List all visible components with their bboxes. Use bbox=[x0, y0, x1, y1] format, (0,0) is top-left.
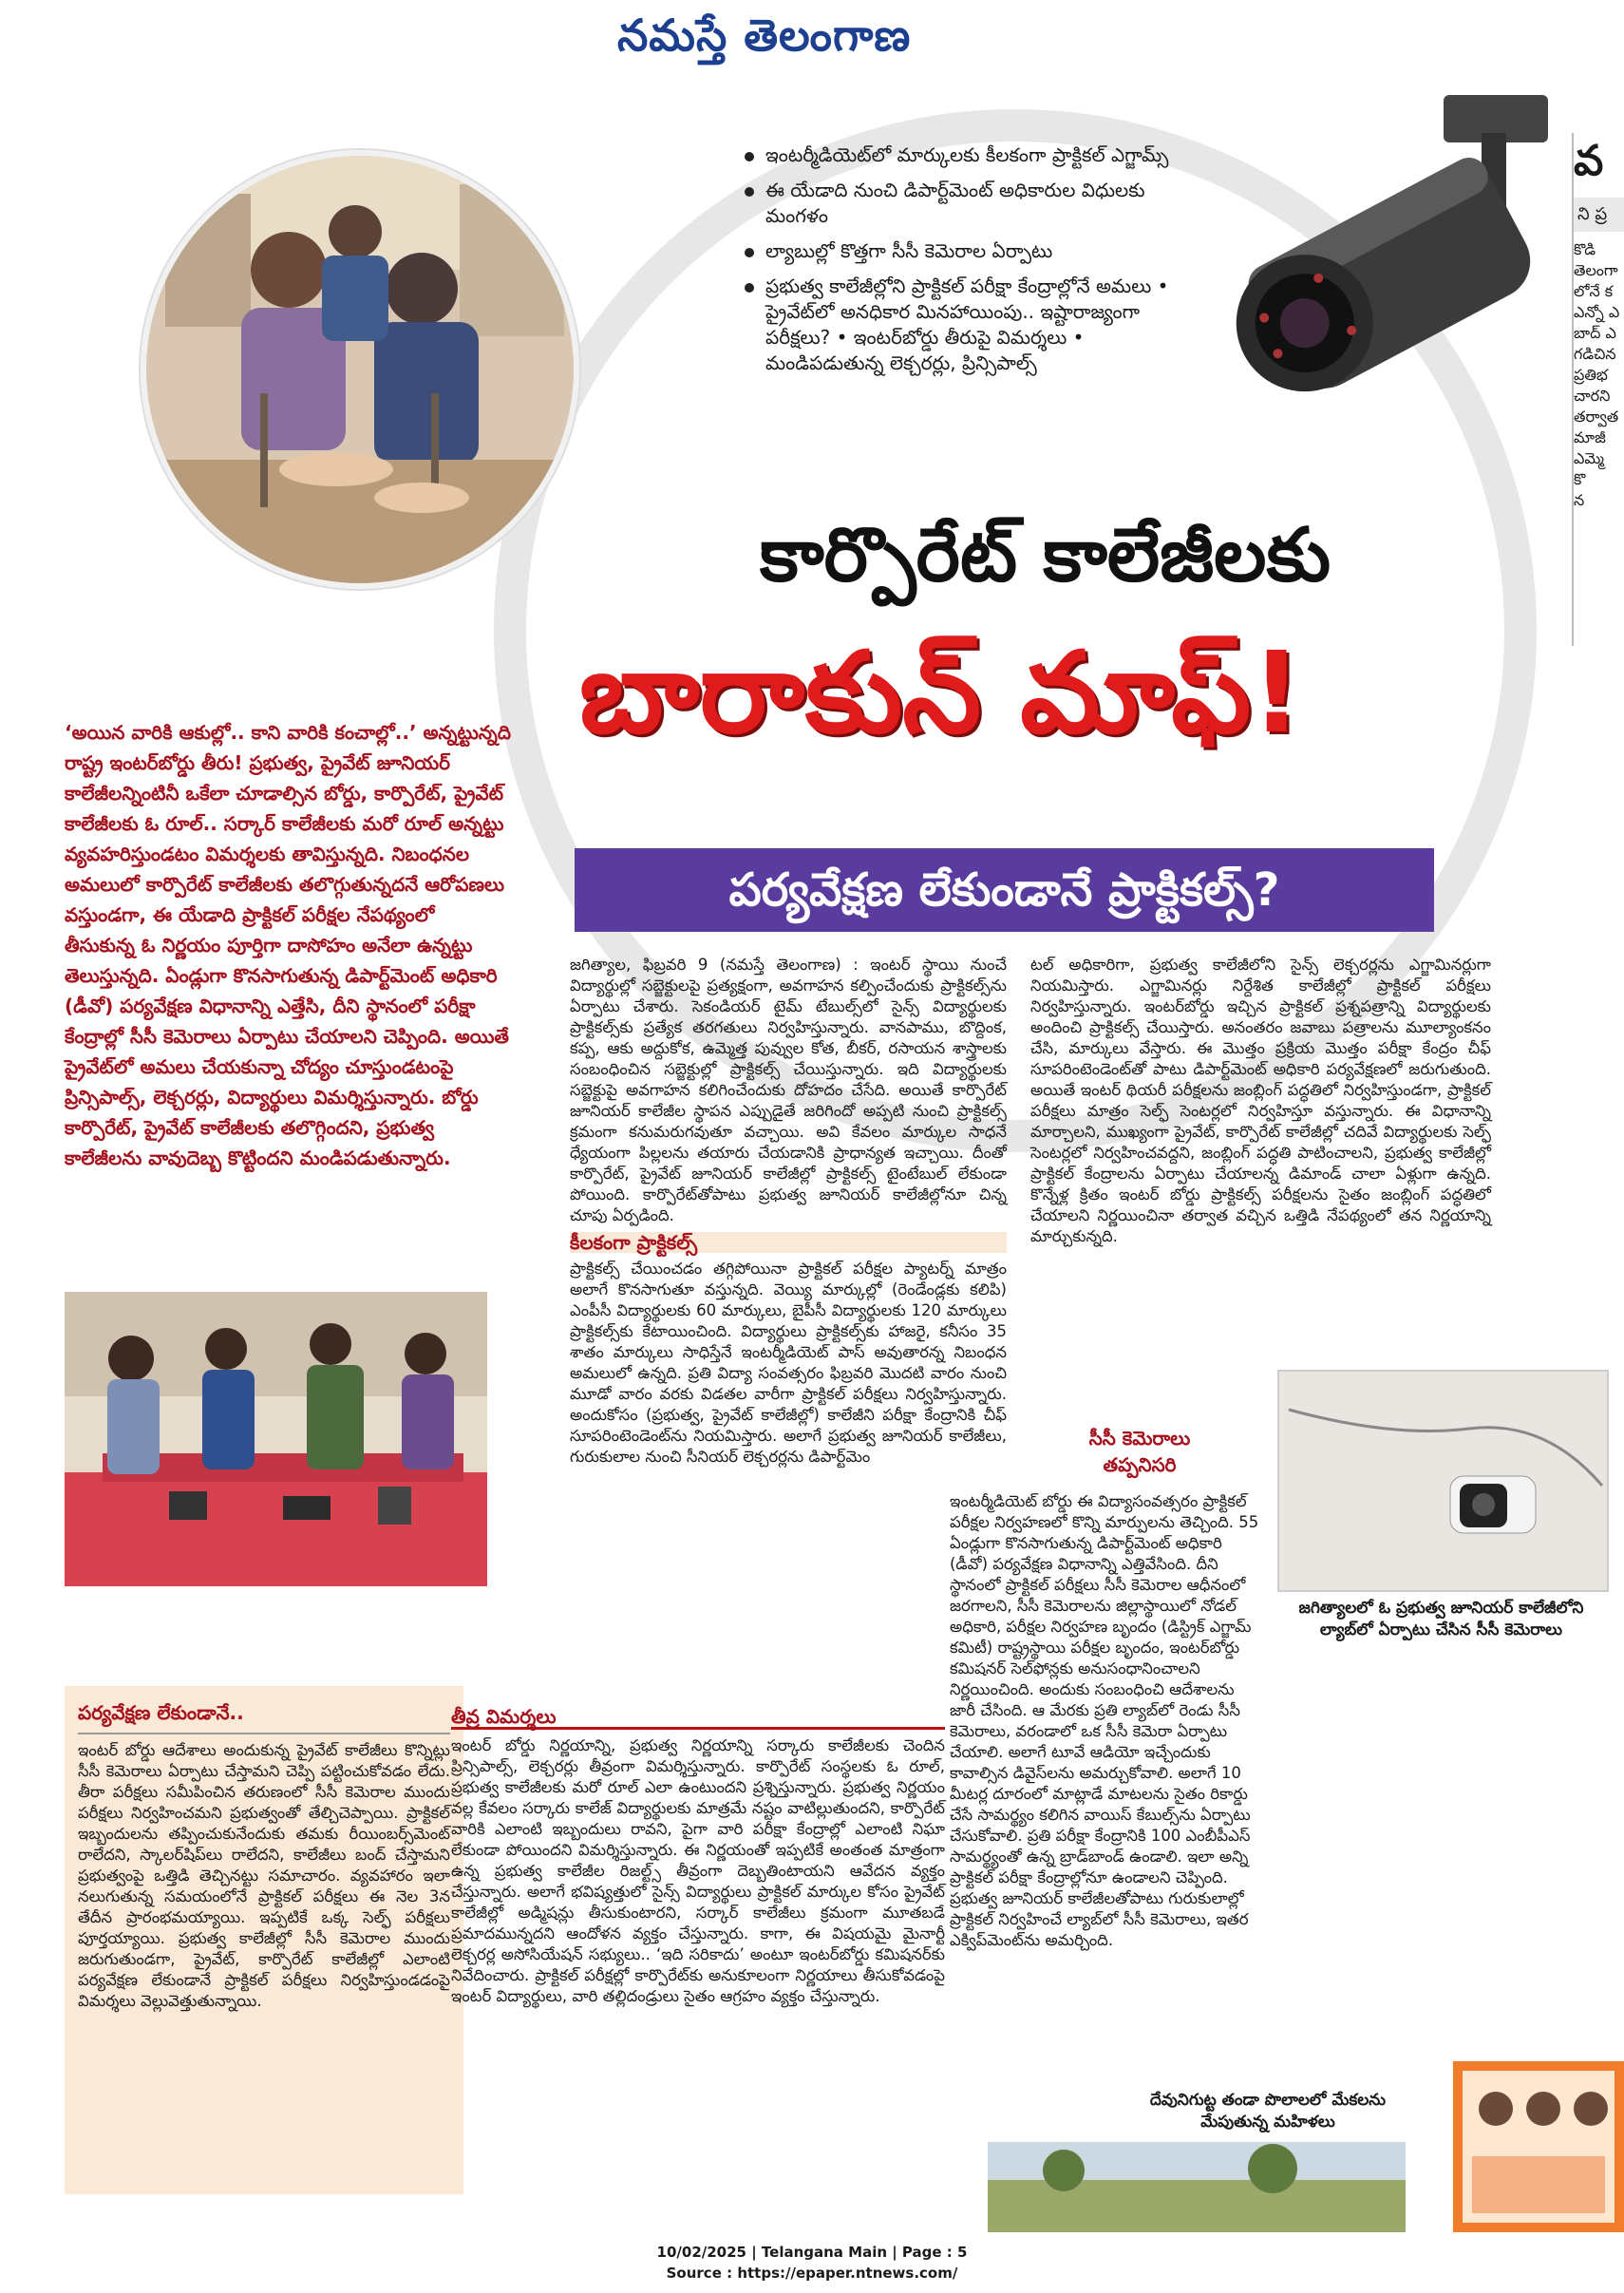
headline-banner: పర్యవేక్షణ లేకుండానే ప్రాక్టికల్స్? bbox=[575, 848, 1434, 932]
masthead: నమస్తే తెలంగాణ bbox=[617, 9, 912, 61]
section-box-paryavekshana bbox=[65, 1686, 463, 2194]
highlight-item: ప్రభుత్వ కాలేజీల్లోని ప్రాక్టికల్ పరీక్షా కేంద్రాల్లోనే అమలు • ప్రైవేట్‌లో అనధికార మినహాయింపు.. ఇష్టారాజ్యంగా పరీక్షలు? • ఇంటర్‌బోర్డు తీరుపై విమర్శలు • మండిపడుతున్న లెక్చరర్లు, ప్రిన్సిపాల్స్ bbox=[741, 274, 1187, 376]
fragment-line: తర్వాత bbox=[1574, 407, 1619, 426]
advertisement-illustration bbox=[1453, 2061, 1624, 2232]
students-lab-illustration bbox=[146, 156, 574, 583]
cctv-camera-icon bbox=[1206, 95, 1567, 427]
caption-lab-camera: జగిత్యాలలో ఓ ప్రభుత్వ జూనియర్ కాలేజీలోని ల్యాబ్‌లో ఏర్పాటు చేసిన సీసీ కెమెరాలు bbox=[1298, 1599, 1584, 1639]
article-column-1 bbox=[570, 955, 1007, 1468]
section-body-paryavekshana: ఇంటర్ బోర్డు ఆదేశాలు అందుకున్న ప్రైవేట్ కాలేజీలు కొన్నిట్లు సీసీ కెమెరాలు ఏర్పాటు చేస్తామని చెప్పి పట్టించుకోవడం లేదు. తీరా పరీక్షలు సమీపించిన తరుణంలో సీసీ కెమెరాల ముందు పరీక్షలు నిర్వహించమని ప్రభుత్వంతో తేల్చిచెప్పాయి. ప్రాక్టికల్ ఇబ్బందులను తప్పించుకునేందుకు తమకు రీయింబర్స్‌మెంట్ రాలేదని, స్కాలర్‌షిప్‌లు రాలేదని, కాలేజీలు బంద్ చేస్తామని ప్రభుత్వంపై ఒత్తిడి తెచ్చినట్టు సమాచారం. వ్యవహారం ఇలా నలుగుతున్న సమయంలోనే ప్రాక్టికల్ పరీక్షలు ఈ నెల 3న తేదీన ప్రారంభమయ్యాయి. ఇప్పటికే ఒక్క సెల్ఫ్ పరీక్షలు పూర్తయ్యాయి. ప్రభుత్వ కాలేజీల్లో సీసీ కెమెరాల ముందు జరుగుతుండగా, ప్రైవేట్, కార్పొరేట్ కాలేజీల్లో ఎలాంటి పర్యవేక్షణ లేకుండానే ప్రాక్టికల్ పరీక్షలు నిర్వహిస్తుండడంపై విమర్శలు వెల్లువెత్తుతున్నాయి. bbox=[78, 1741, 450, 2010]
section-body-cctv: ఇంటర్మీడియెట్ బోర్డు ఈ విద్యాసంవత్సరం ప్రాక్టికల్ పరీక్షల నిర్వహణలో కొన్ని మార్పులను తెచ్చింది. 55 ఏండ్లుగా కొనసాగుతున్న డిపార్ట్‌మెంట్ అధికారి (డీవో) పర్యవేక్షణ విధానాన్ని ఎత్తివేసింది. దీని స్థానంలో ప్రాక్టికల్ పరీక్షలు సీసీ కెమెరాల ఆధీనంలో జరగాలని, సీసీ కెమెరాలను జిల్లాస్థాయిలో నోడల్ అధికారి, పరీక్షల నిర్వహణ బృందం (డిస్ట్రిక్ ఎగ్జామ్ కమిటీ) రాష్ట్రస్థాయి పరీక్షల బృందం, ఇంటర్‌బోర్డు కమిషనర్ సెల్‌ఫోన్లకు అనుసంధానించాలని నిర్ణయించింది. అందుకు సంబంధించి ఆదేశాలను జారీ చేసింది. ఆ మేరకు ప్రతి ల్యాబ్‌లో రెండు సీసీ కెమెరాలు, వరండాలో ఒక సీసీ కెమెరా ఏర్పాటు చేయాలి. అలాగే టూవే ఆడియో ఇచ్చేందుకు కావాల్సిన డివైస్‌లను అమర్చుకోవాలి. అలాగే 10 మీటర్ల దూరంలో మాట్లాడే మాటలను సైతం రికార్డు చేసే సామర్థ్యం కలిగిన వాయిస్ కేబుల్స్‌ను ఏర్పాటు చేసుకోవాలి. ప్రతి పరీక్షా కేంద్రానికి 100 ఎంబీపీఎస్ సామర్థ్యంతో ఉన్న బ్రాడ్‌బాండ్ ఉండాలి. ఇలా అన్ని ప్రాక్టికల్ పరీక్షా కేంద్రాల్లోనూ ఉండాలని చెప్పింది. ప్రభుత్వ జూనియర్ కాలేజీలతోపాటు గురుకులాల్లో ప్రాక్టికల్ నిర్వహించే ల్యాబ్‌లో సీసీ కెమెరాలు, ఇతర ఎక్విప్‌మెంట్‌ను అమర్చింది. bbox=[950, 1492, 1259, 1949]
footer bbox=[0, 2242, 1624, 2284]
fragment-line: లోనే క bbox=[1574, 282, 1614, 300]
section-heading-cctv-line2: తప్పనిసరి bbox=[1103, 1453, 1177, 1476]
village-fields-photo bbox=[988, 2142, 1406, 2232]
section-heading-paryavekshana: పర్యవేక్షణ లేకుండానే.. bbox=[78, 1701, 450, 1734]
highlight-item: ఇంటర్మీడియెట్‌లో మార్కులకు కీలకంగా ప్రాక్టికల్ ఎగ్జామ్స్ bbox=[741, 142, 1187, 168]
fragment-line: ప్రతిభ bbox=[1574, 366, 1608, 384]
fragment-line: కొ bbox=[1574, 470, 1586, 488]
fragment-line: గడిచిన bbox=[1574, 345, 1616, 363]
highlight-item: ల్యాబుల్లో కొత్తగా సీసీ కెమెరాల ఏర్పాటు bbox=[741, 238, 1187, 264]
fragment-line: మాజీ bbox=[1574, 428, 1606, 446]
lab-practical-photo bbox=[65, 1292, 487, 1586]
fragment-line: బాద్ ఎ bbox=[1574, 324, 1616, 342]
article-body-col2: టల్ అధికారిగా, ప్రభుత్వ కాలేజీలోని సైన్స్ లెక్చరర్లను ఎగ్జామినర్లుగా నియమిస్తారు. ఎగ్జామినర్లు నిర్దేశిత కాలేజీల్లో ప్రాక్టికల్ పరీక్షలు నిర్వహిస్తున్నారు. ఇంటర్‌బోర్డు ఇచ్చిన ప్రాక్టికల్ ప్రశ్నపత్రాన్ని విద్యార్థులకు అందించి ప్రాక్టికల్స్ చేయిస్తారు. అనంతరం జవాబు పత్రాలను మూల్యాంకనం చేసి, మార్కులు వేస్తారు. ఈ మొత్తం ప్రక్రియ మొత్తం పరీక్షా కేంద్రం చీఫ్ సూపరింటెండెంట్‌తో పాటు డిపార్ట్‌మెంట్ అధికారి పర్యవేక్షణలో జరుగుతుంది. అయితే ఇంటర్ థియరీ పరీక్షలను జంబ్లింగ్ పద్ధతిలో నిర్వహిస్తుండగా, ప్రాక్టికల్ పరీక్షలు మాత్రం సెల్ఫ్ సెంటర్లలో నిర్వహిస్తూ వస్తున్నారు. ఈ విధానాన్ని మార్చాలని, ముఖ్యంగా ప్రైవేట్, కార్పొరేట్ కాలేజీల్లో చదివే విద్యార్థులకు సెల్ఫ్ సెంటర్లలో నిర్వహించవద్దని, జంబ్లింగ్ పద్ధతి పాటించాలని, ప్రభుత్వ కాలేజీల్లో ప్రాక్టికల్ కేంద్రాలను ఏర్పాటు చేయాలన్న డిమాండ్ చాలా ఏళ్లుగా ఉన్నది. కొన్నేళ్ల క్రితం ఇంటర్ బోర్డు ప్రాక్టికల్స్ పరీక్షలను సైతం జంబ్లింగ్ పద్ధతిలో చేయాలని నిర్ణయించినా తర్వాత వచ్చిన ఒత్తిడి నేపథ్యంలో తన నిర్ణయాన్ని మార్చుకున్నది. bbox=[1030, 956, 1491, 1245]
fragment-line: కొడి bbox=[1574, 240, 1596, 258]
lab-cctv-photo bbox=[1277, 1370, 1609, 1592]
highlights-list bbox=[741, 142, 1187, 386]
fragment-line: ఎన్నో ఎ bbox=[1574, 303, 1620, 321]
fragment-line: ఎమ్మె bbox=[1574, 449, 1605, 467]
cctv-camera-image bbox=[1206, 95, 1567, 427]
fragment-line: చారని bbox=[1574, 387, 1611, 405]
section-heading-keelakam: కీలకంగా ప్రాక్టికల్స్ bbox=[570, 1232, 1007, 1253]
section-teevra bbox=[451, 1700, 945, 2007]
main-headline: బారాకున్ మాఫ్! bbox=[579, 627, 1303, 758]
section-heading-cctv-line1: సీసీ కెమెరాలు bbox=[1088, 1427, 1191, 1450]
fragment-bullet: ని ప్ర bbox=[1574, 198, 1624, 232]
section-body-keelakam: ప్రాక్టికల్స్ చేయించడం తగ్గిపోయినా ప్రాక్టికల్ పరీక్షల ప్యాటర్న్ మాత్రం అలాగే కొనసాగుతూ వస్తున్నది. వెయ్యి మార్కుల్లో (రెండేండ్లకు కలిపి) ఎంపీసీ విద్యార్థులకు 60 మార్కులు, బైపీసీ విద్యార్థులకు 120 మార్కులు ప్రాక్టికల్స్‌కు కేటాయించింది. విద్యార్థులు ప్రాక్టికల్స్‌కు హాజరై, కనీసం 35 శాతం మార్కులు సాధిస్తేనే ఇంటర్మీడియెట్ పాస్ అవుతారన్న నిబంధన అమలులో ఉన్నది. ప్రతి విద్యా సంవత్సరం ఫిబ్రవరి మొదటి వారం నుంచి మూడో వారం వరకు విడతల వారీగా ప్రాక్టికల్ పరీక్షలు నిర్వహిస్తున్నారు. అందుకోసం (ప్రభుత్వ, ప్రైవేట్ కాలేజీల్లో) కాలేజీని పరీక్షా కేంద్రానికి చీఫ్ సూపరింటెండెంట్‌ను నియమిస్తారు. అలాగే ప్రభుత్వ జూనియర్ కాలేజీలు, గురుకులాల నుంచి సీనియర్ లెక్చరర్లను డిపార్ట్‌మెం bbox=[570, 1260, 1007, 1466]
advertisement-photo bbox=[1453, 2061, 1624, 2232]
students-lab-photo bbox=[141, 150, 579, 589]
fragment-line: తెలంగా bbox=[1574, 261, 1618, 279]
headline-kicker: కార్పొరేట్ కాలేజీలకు bbox=[760, 513, 1331, 598]
article-body-col1: జగిత్యాల, ఫిబ్రవరి 9 (నమస్తే తెలంగాణ) : ఇంటర్ స్థాయి నుంచే విద్యార్థుల్లో సబ్జెక్టులపై ప్రత్యక్షంగా, అవగాహన కల్పించేందుకు ప్రాక్టికల్స్‌ను ఏర్పాటు చేశారు. సెకండియర్ టైమ్ టేబుల్స్‌లో సైన్స్ విద్యార్థులకు ప్రాక్టికల్స్‌కు ప్రత్యేక తరగతులు నిర్వహిస్తున్నారు. వానపాము, బొద్దింక, కప్ప, ఆకు అద్దుకోక, ఉమ్మెత్త పువ్వుల కోత, బీకర్, రసాయన శాస్త్రాలకు సంబంధించిన సబ్జెక్టుల్లో ప్రాక్టికల్స్ చేయిస్తున్నారు. ఇది విద్యార్థులకు సబ్జెక్టుపై అవగాహన కలిగించేందుకు దోహదం చేసేది. అయితే కార్పొరేట్ జూనియర్ కాలేజీల స్థాపన ఎప్పుడైతే జరిగిందో అప్పటి నుంచి ప్రాక్టికల్స్ క్రమంగా కనుమరుగవుతూ వచ్చాయి. అవి కేవలం మార్కుల సాధనే ధ్యేయంగా పిల్లలను తయారు చేయడానికి ప్రాధాన్యత ఇచ్చాయి. దీంతో కార్పొరేట్, ప్రైవేట్ జూనియర్ కాలేజీల్లో ప్రాక్టికల్స్ టైంటేబుల్ లేకుండా పోయింది. కార్పొరేట్‌తోపాటు ప్రభుత్వ జూనియర్ కాలేజీల్లోనూ చిన్న చూపు ఏర్పడింది. bbox=[570, 956, 1007, 1224]
footer-source[interactable]: Source : https://epaper.ntnews.com/ bbox=[666, 2265, 958, 2282]
next-column-fragment bbox=[1572, 133, 1624, 646]
fragment-line: న bbox=[1574, 491, 1585, 509]
lead-paragraph: ‘అయిన వారికి ఆకుల్లో.. కాని వారికి కంచాల్లో..’ అన్నట్టున్నది రాష్ట్ర ఇంటర్‌బోర్డు తీరు! ప్రభుత్వ, ప్రైవేట్ జూనియర్ కాలేజీలన్నింటినీ ఒకేలా చూడాల్సిన బోర్డు, కార్పొరేట్, ప్రైవేట్ కాలేజీలకు ఓ రూల్.. సర్కార్ కాలేజీలకు మరో రూల్ అన్నట్టు వ్యవహరిస్తుండటం విమర్శలకు తావిస్తున్నది. నిబంధనల అమలులో కార్పొరేట్ కాలేజీలకు తలొగ్గుతున్నదనే ఆరోపణలు వస్తుండగా, ఈ యేడాది ప్రాక్టికల్ పరీక్షల నేపథ్యంలో తీసుకున్న ఓ నిర్ణయం పూర్తిగా దాసోహం అనేలా ఉన్నట్టు తెలుస్తున్నది. ఏండ్లుగా కొనసాగుతున్న డిపార్ట్‌మెంట్ అధికారి (డీవో) పర్యవేక్షణ విధానాన్ని ఎత్తేసి, దీని స్థానంలో పరీక్షా కేంద్రాల్లో సీసీ కెమెరాలు ఏర్పాటు చేయాలని చెప్పింది. అయితే ప్రైవేట్‌లో అమలు చేయకున్నా చోద్యం చూస్తుండటంపై ప్రిన్సిపాల్స్, లెక్చరర్లు, విద్యార్థులు విమర్శిస్తున్నారు. బోర్డు కార్పొరేట్, ప్రైవేట్ కాలేజీలకు తలొగ్గిందని, ప్రభుత్వ కాలేజీలను వావుదెబ్బ కొట్టిందని మండిపడుతున్నారు. bbox=[65, 721, 511, 1169]
section-heading-teevra: తీవ్ర విమర్శలు bbox=[451, 1706, 945, 1730]
highlight-item: ఈ యేడాది నుంచి డిపార్ట్‌మెంట్ అధికారుల విధులకు మంగళం bbox=[741, 178, 1187, 229]
section-body-teevra: ఇంటర్ బోర్డు నిర్ణయాన్ని, ప్రభుత్వ నిర్ణయాన్ని సర్కారు కాలేజీలకు చెందిన ప్రిన్సిపాల్స్, లెక్చరర్లు తీవ్రంగా విమర్శిస్తున్నారు. కార్పొరేట్ సంస్థలకు ఓ రూల్, ప్రభుత్వ కాలేజీలకు మరో రూల్ ఎలా ఉంటుందని ప్రశ్నిస్తున్నారు. ప్రభుత్వ నిర్ణయం వల్ల కేవలం సర్కారు కాలేజ్ విద్యార్థులకు మాత్రమే నష్టం వాటిల్లుతుందని, కార్పొరేట్ వారికి ఎలాంటి ఇబ్బందులు రావని, పైగా వారి పరీక్షా కేంద్రాల్లో ఎలాంటి నిఘా లేకుండా పోయిందని విమర్శిస్తున్నారు. ఈ నిర్ణయంతో ఇప్పటికే అంతంత మాత్రంగా ఉన్న ప్రభుత్వ కాలేజీల రిజల్ట్స్ తీవ్రంగా దెబ్బతింటాయని ఆవేదన వ్యక్తం చేస్తున్నారు. అలాగే భవిష్యత్తులో సైన్స్ విద్యార్థులు ప్రాక్టికల్ మార్కుల కోసం ప్రైవేట్ కాలేజీల్లో అడ్మిషన్లు తీసుకుంటారని, సర్కార్ కాలేజీలు క్రమంగా మూతబడే ప్రమాదమున్నదని ఆందోళన వ్యక్తం చేస్తున్నారు. కాగా, ఈ విషయమై మైనార్టీ లెక్చరర్ల అసోసియేషన్ సభ్యులు.. ‘ఇది సరికాదు’ అంటూ ఇంటర్‌బోర్డు కమిషనర్‌కు నివేదించారు. ప్రాక్టికల్ పరీక్షల్లో కార్పొరేట్‌కు అనుకూలంగా నిర్ణయాలు తీసుకోవడంపై ఇంటర్ విద్యార్థులు, వారి తల్లిదండ్రులు సైతం ఆగ్రహం వ్యక్తం చేస్తున్నారు. bbox=[451, 1736, 945, 2005]
fields-illustration bbox=[988, 2142, 1406, 2232]
section-cctv bbox=[1007, 1425, 1273, 1478]
wall-camera-illustration bbox=[1279, 1372, 1607, 1590]
article-column-2 bbox=[1030, 955, 1491, 1247]
caption-next-story: దేవునిగుట్ట తండా పొలాలలో మేకలను మేపుతున్న మహిళలు bbox=[1149, 2091, 1387, 2132]
fragment-heading: వ bbox=[1574, 137, 1604, 185]
fragment-lines bbox=[1574, 239, 1624, 511]
footer-edition-info: 10/02/2025 | Telangana Main | Page : 5 bbox=[656, 2244, 968, 2261]
lab-practical-illustration bbox=[65, 1292, 487, 1586]
